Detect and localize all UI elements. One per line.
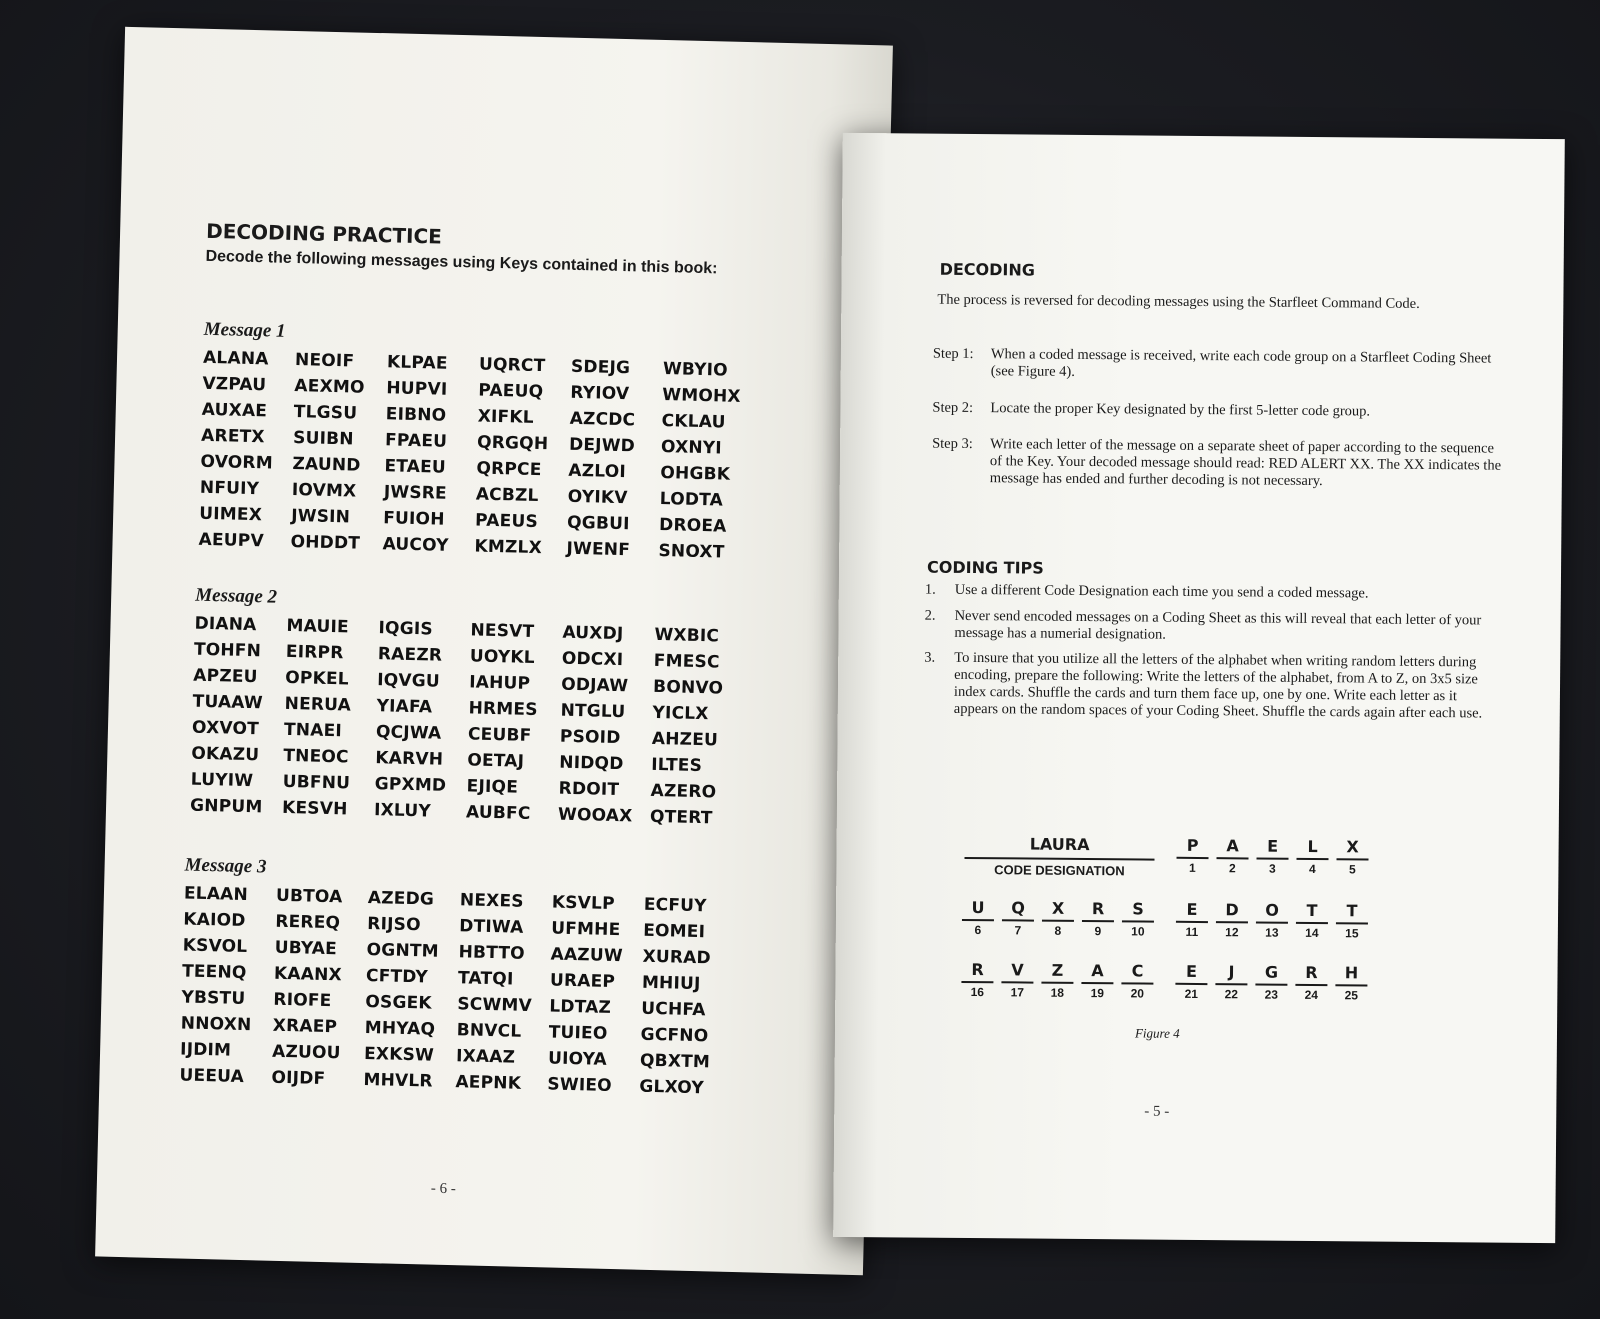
code-group: UOYKL bbox=[469, 646, 536, 668]
code-group: SDEJG bbox=[570, 356, 631, 379]
coding-cell bbox=[999, 960, 1035, 999]
code-group: AZLOI bbox=[568, 460, 627, 483]
code-group: PSOID bbox=[559, 726, 621, 749]
cell-letter: H bbox=[1344, 963, 1359, 983]
cell-rule bbox=[1297, 858, 1329, 860]
code-group: WBYIO bbox=[662, 359, 729, 381]
code-group: UIMEX bbox=[199, 503, 263, 526]
code-group: FMESC bbox=[653, 650, 720, 673]
code-group: BNVCL bbox=[456, 1020, 522, 1042]
cell-letter: A bbox=[1226, 836, 1239, 856]
code-group: GLXOY bbox=[639, 1076, 705, 1099]
code-group: NEXES bbox=[459, 890, 524, 912]
code-group: QBXTM bbox=[639, 1050, 711, 1073]
code-group: KSVLP bbox=[551, 892, 615, 915]
code-group: OETAJ bbox=[467, 750, 525, 772]
cell-rule bbox=[1002, 919, 1034, 921]
coding-cell bbox=[1080, 899, 1116, 938]
cell-rule bbox=[1296, 922, 1328, 924]
page-number: - 6 - bbox=[430, 1180, 457, 1198]
code-group: XIFKL bbox=[477, 406, 535, 428]
cell-letter: E bbox=[1267, 836, 1279, 856]
code-group: YIAFA bbox=[376, 696, 433, 718]
code-group: OHDDT bbox=[290, 532, 361, 554]
page-title: DECODING PRACTICE bbox=[205, 218, 443, 249]
cell-number: 15 bbox=[1345, 926, 1359, 941]
cell-rule bbox=[1121, 982, 1153, 984]
cell-letter: E bbox=[1185, 961, 1198, 981]
code-group: OXVOT bbox=[191, 717, 260, 740]
cell-rule bbox=[1337, 858, 1369, 860]
coding-cell bbox=[1213, 962, 1249, 1001]
code-group: ETAEU bbox=[384, 456, 447, 478]
code-group: NTGLU bbox=[560, 700, 626, 723]
cell-letter: Z bbox=[1051, 960, 1064, 980]
tip-text: Never send encoded messages on a Coding Sheet as this will reveal that each letter of your message has a numerial designation. bbox=[954, 607, 1482, 643]
code-group: KAIOD bbox=[183, 909, 246, 932]
coding-cell bbox=[959, 960, 995, 999]
cell-rule bbox=[962, 919, 994, 921]
coding-cell bbox=[1174, 900, 1210, 939]
code-group: IOVMX bbox=[291, 480, 357, 502]
cell-number: 6 bbox=[974, 923, 982, 938]
cell-rule bbox=[1336, 922, 1368, 924]
coding-cell bbox=[1000, 898, 1036, 937]
code-group: GCFNO bbox=[640, 1024, 709, 1047]
code-designation-caption: CODE DESIGNATION bbox=[994, 862, 1125, 879]
right-page bbox=[833, 133, 1565, 1243]
code-group: EIRPR bbox=[285, 641, 344, 664]
cell-number: 3 bbox=[1269, 861, 1276, 876]
cell-rule bbox=[1215, 983, 1247, 985]
cell-letter: R bbox=[1091, 899, 1105, 919]
figure-caption: Figure 4 bbox=[1134, 1025, 1180, 1041]
code-group: TNAEI bbox=[283, 719, 343, 742]
code-group: SCWMV bbox=[457, 994, 533, 1017]
code-group: UQRCT bbox=[478, 354, 546, 377]
coding-cell bbox=[1079, 961, 1115, 1000]
code-group: IXAAZ bbox=[455, 1046, 516, 1068]
code-group: LODTA bbox=[659, 489, 724, 511]
code-group: AEUPV bbox=[198, 529, 265, 552]
code-group: SNOXT bbox=[658, 540, 725, 563]
cell-letter: R bbox=[971, 960, 984, 980]
message-2-grid bbox=[190, 613, 745, 830]
coding-cell bbox=[1254, 900, 1290, 939]
code-group: NFUIY bbox=[199, 477, 260, 500]
cell-number: 12 bbox=[1225, 925, 1239, 940]
code-group: QTERT bbox=[649, 806, 713, 829]
cell-letter: V bbox=[1011, 960, 1024, 980]
code-group: XRAEP bbox=[272, 1015, 338, 1038]
code-group: HBTTO bbox=[458, 942, 526, 964]
cell-letter: G bbox=[1264, 962, 1279, 982]
code-group: KLPAE bbox=[386, 352, 448, 374]
code-group: LUYIW bbox=[190, 769, 254, 792]
code-group: SUIBN bbox=[292, 428, 354, 450]
tip-number: 2. bbox=[924, 607, 936, 624]
tip-text: To insure that you utilize all the letters of the alphabet when writing random letters during encoding, prepare the following: Write the letters of the alphabet, from A to Z, on 3x5 size index cards. Shuffle the cards and turn them face up, one by one. Write each letter as it appears on the random spaces of your Coding Sheet. Shuffle the cards again after each use. bbox=[953, 649, 1483, 722]
cell-number: 11 bbox=[1185, 924, 1199, 940]
cell-letter: J bbox=[1228, 962, 1235, 982]
code-group: OKAZU bbox=[191, 743, 260, 766]
cell-rule bbox=[1255, 984, 1287, 986]
cell-rule bbox=[1256, 922, 1288, 924]
tips-title: CODING TIPS bbox=[926, 557, 1044, 578]
code-group: CKLAU bbox=[661, 411, 726, 433]
code-group: RDOIT bbox=[558, 778, 620, 801]
code-group: KAANX bbox=[273, 963, 343, 986]
code-group: HUPVI bbox=[386, 378, 448, 400]
code-group: JWENF bbox=[566, 538, 631, 561]
code-group: ACBZL bbox=[475, 484, 539, 507]
cell-number: 1 bbox=[1189, 860, 1196, 875]
step-label: Step 2: bbox=[932, 399, 974, 417]
code-group: AZUOU bbox=[271, 1041, 341, 1064]
code-group: TUAAW bbox=[192, 691, 264, 714]
code-group: QCJWA bbox=[375, 722, 442, 744]
code-group: MHVLR bbox=[363, 1069, 433, 1092]
code-group: RIJSO bbox=[367, 913, 421, 936]
code-group: MAUIE bbox=[286, 615, 350, 638]
code-group: ODCXI bbox=[561, 648, 624, 671]
code-group: CEUBF bbox=[467, 724, 532, 746]
step-text: When a coded message is received, write each code group on a Starfleet Coding Sheet (see Figure 4). bbox=[990, 346, 1492, 380]
cell-letter: P bbox=[1186, 835, 1199, 856]
code-group: AEXMO bbox=[294, 376, 365, 398]
code-group: TATQI bbox=[457, 968, 514, 990]
cell-number: 18 bbox=[1050, 985, 1065, 1000]
code-group: ELAAN bbox=[183, 883, 249, 906]
cell-number: 10 bbox=[1131, 924, 1145, 939]
code-group: UEEUA bbox=[179, 1065, 245, 1088]
cell-letter: X bbox=[1346, 837, 1359, 857]
code-group: HRMES bbox=[468, 698, 538, 721]
message-1-grid bbox=[198, 347, 753, 564]
section-title: DECODING bbox=[939, 259, 1036, 280]
cell-letter: L bbox=[1307, 836, 1318, 857]
coding-cell bbox=[1334, 901, 1370, 940]
code-group: NESVT bbox=[470, 620, 535, 642]
cell-rule bbox=[1082, 920, 1114, 922]
cell-number: 13 bbox=[1265, 925, 1279, 940]
tip-number: 3. bbox=[924, 649, 936, 666]
cell-rule bbox=[1081, 982, 1113, 984]
cell-number: 7 bbox=[1014, 923, 1022, 938]
code-group: PAEUS bbox=[474, 510, 539, 533]
code-group: OIJDF bbox=[271, 1067, 326, 1090]
code-group: KSVOL bbox=[182, 935, 248, 958]
cell-number: 22 bbox=[1224, 987, 1239, 1002]
code-group: IQGIS bbox=[378, 618, 434, 640]
figure-4 bbox=[833, 133, 1565, 1243]
coding-cell bbox=[1214, 900, 1250, 939]
cell-number: 4 bbox=[1309, 861, 1316, 877]
code-group: KMZLX bbox=[474, 536, 543, 559]
code-group: OPKEL bbox=[285, 667, 350, 690]
code-group: GPXMD bbox=[374, 774, 447, 796]
cell-number: 24 bbox=[1304, 987, 1319, 1003]
code-group: FPAEU bbox=[384, 430, 448, 452]
cell-number: 25 bbox=[1344, 988, 1359, 1003]
code-group: LDTAZ bbox=[549, 996, 612, 1018]
code-group: DTIWA bbox=[459, 916, 524, 938]
code-group: AUXAE bbox=[201, 399, 268, 422]
code-group: UIOYA bbox=[547, 1048, 608, 1070]
step-label: Step 1: bbox=[932, 345, 974, 363]
coding-cell bbox=[1333, 963, 1369, 1002]
cell-letter: Q bbox=[1011, 898, 1025, 918]
code-group: AZEDG bbox=[367, 887, 435, 910]
code-group: TUIEO bbox=[548, 1022, 608, 1044]
coding-cell bbox=[1294, 901, 1330, 940]
code-group: AUCOY bbox=[382, 534, 449, 556]
coding-cell bbox=[1119, 961, 1155, 1000]
code-group: EIBNO bbox=[385, 404, 447, 426]
code-group: UBFNU bbox=[282, 771, 351, 794]
cell-rule bbox=[1295, 984, 1327, 986]
code-group: WXBIC bbox=[654, 624, 720, 647]
code-group: OGNTM bbox=[366, 939, 440, 962]
tip-number: 1. bbox=[924, 581, 936, 598]
code-group: QRPCE bbox=[476, 458, 542, 481]
code-group: EJIQE bbox=[466, 776, 519, 798]
cell-rule bbox=[1175, 983, 1207, 985]
code-group: UBYAE bbox=[274, 937, 338, 960]
coding-cell bbox=[1293, 963, 1329, 1002]
coding-cell bbox=[1214, 836, 1250, 875]
code-group: GNPUM bbox=[189, 795, 263, 818]
code-group: ALANA bbox=[202, 347, 269, 370]
code-group: RAEZR bbox=[377, 644, 443, 666]
code-group: KESVH bbox=[281, 797, 348, 820]
cell-number: 19 bbox=[1090, 986, 1105, 1001]
step-label: Step 3: bbox=[932, 435, 973, 453]
code-group: ILTES bbox=[651, 754, 703, 777]
code-group: DIANA bbox=[194, 613, 257, 636]
code-group: ZAUND bbox=[292, 454, 361, 476]
code-group: OHGBK bbox=[660, 463, 731, 485]
code-group: AEPNK bbox=[455, 1072, 522, 1094]
code-group: JWSRE bbox=[383, 482, 448, 504]
code-group: UCHFA bbox=[641, 998, 706, 1021]
cell-number: 8 bbox=[1054, 923, 1062, 938]
code-group: NERUA bbox=[284, 693, 352, 716]
cell-letter: T bbox=[1306, 900, 1318, 921]
code-group: OXNYI bbox=[660, 437, 723, 459]
code-group: UBTOA bbox=[275, 885, 343, 908]
code-group: OSGEK bbox=[365, 991, 433, 1014]
coding-cell bbox=[1120, 899, 1156, 938]
cell-letter: T bbox=[1346, 901, 1358, 921]
code-group: AUXDJ bbox=[562, 622, 624, 645]
code-group: TEENQ bbox=[181, 961, 247, 984]
coding-cell bbox=[1253, 962, 1289, 1001]
message-3-label: Message 3 bbox=[184, 854, 267, 878]
code-group: AZERO bbox=[650, 780, 717, 803]
code-group: PAEUQ bbox=[478, 380, 544, 403]
cell-letter: C bbox=[1131, 961, 1144, 981]
page-subtitle: Decode the following messages using Keys contained in this book: bbox=[205, 247, 718, 278]
coding-cell bbox=[1174, 836, 1210, 875]
coding-cell bbox=[960, 898, 996, 937]
code-group: IXLUY bbox=[373, 800, 432, 822]
code-group: UFMHE bbox=[550, 918, 621, 941]
code-group: SWIEO bbox=[547, 1074, 613, 1097]
code-group: WMOHX bbox=[662, 385, 741, 407]
coding-cell bbox=[1334, 837, 1370, 876]
code-group: OVORM bbox=[200, 451, 274, 474]
coding-cell bbox=[1039, 961, 1075, 1000]
code-group: NNOXN bbox=[180, 1013, 252, 1036]
code-group: YBSTU bbox=[181, 987, 246, 1010]
code-group: REREQ bbox=[275, 911, 341, 934]
code-group: TOHFN bbox=[193, 639, 262, 662]
page-number: - 5 - bbox=[1144, 1103, 1170, 1120]
cell-number: 21 bbox=[1184, 986, 1199, 1002]
cell-letter: E bbox=[1186, 899, 1198, 919]
cell-letter: A bbox=[1091, 961, 1104, 981]
cell-rule bbox=[1042, 920, 1074, 922]
code-group: BONVO bbox=[652, 676, 724, 699]
code-group: QRGQH bbox=[476, 432, 549, 455]
code-group: DEJWD bbox=[568, 434, 636, 457]
cell-rule bbox=[1041, 982, 1073, 984]
code-group: KARVH bbox=[375, 748, 444, 770]
cell-rule bbox=[1335, 984, 1367, 986]
cell-number: 5 bbox=[1349, 862, 1356, 877]
cell-number: 2 bbox=[1229, 861, 1236, 876]
coding-cell bbox=[1294, 837, 1330, 876]
code-group: AUBFC bbox=[465, 802, 531, 824]
code-group: AZCDC bbox=[569, 408, 636, 431]
code-group: CFTDY bbox=[365, 965, 429, 988]
cell-number: 9 bbox=[1094, 924, 1102, 939]
coding-cell bbox=[1040, 899, 1076, 938]
cell-rule bbox=[1001, 981, 1033, 983]
code-group: TLGSU bbox=[293, 402, 358, 424]
cell-number: 20 bbox=[1130, 986, 1145, 1001]
cell-rule bbox=[1176, 921, 1208, 923]
code-group: NIDQD bbox=[559, 752, 624, 775]
cell-letter: R bbox=[1305, 962, 1318, 983]
message-2-label: Message 2 bbox=[195, 584, 278, 608]
code-group: YICLX bbox=[652, 702, 709, 725]
message-1-label: Message 1 bbox=[203, 318, 286, 342]
code-group: EOMEI bbox=[642, 920, 706, 943]
code-group: NEOIF bbox=[294, 350, 355, 372]
code-group: EXKSW bbox=[363, 1043, 435, 1066]
cell-letter: D bbox=[1225, 900, 1239, 920]
code-group: IJDIM bbox=[179, 1039, 232, 1061]
intro-text: The process is reversed for decoding messages using the Starfleet Command Code. bbox=[937, 291, 1420, 312]
code-group: FUIOH bbox=[382, 508, 445, 530]
code-group: MHYAQ bbox=[364, 1017, 436, 1040]
cell-number: 14 bbox=[1305, 925, 1319, 941]
cell-rule bbox=[1177, 857, 1209, 859]
code-designation-rule bbox=[964, 857, 1154, 861]
code-group: URAEP bbox=[549, 970, 616, 993]
cell-letter: X bbox=[1051, 898, 1065, 918]
code-group: MHIUJ bbox=[641, 972, 701, 995]
left-page bbox=[95, 27, 893, 1275]
tip-text: Use a different Code Designation each time you send a coded message. bbox=[954, 581, 1369, 602]
cell-rule bbox=[1216, 921, 1248, 923]
cell-rule bbox=[1257, 858, 1289, 860]
code-group: VZPAU bbox=[202, 373, 267, 396]
code-group: APZEU bbox=[193, 665, 258, 688]
code-group: ODJAW bbox=[560, 674, 629, 697]
cell-number: 16 bbox=[970, 985, 985, 1000]
code-group: AHZEU bbox=[651, 728, 719, 751]
code-group: ARETX bbox=[200, 425, 265, 448]
step-text: Write each letter of the message on a separate sheet of paper according to the sequence of the Key. Your decoded message should read: RED ALERT XX. The XX indicates the message has ended and further decoding is not necessary. bbox=[989, 436, 1502, 490]
code-group: RIOFE bbox=[273, 989, 332, 1012]
cell-rule bbox=[961, 981, 993, 983]
code-group: IAHUP bbox=[468, 672, 531, 694]
code-group: XURAD bbox=[642, 946, 712, 969]
code-designation-name: LAURA bbox=[1029, 834, 1090, 855]
step-text: Locate the proper Key designated by the first 5-letter code group. bbox=[990, 400, 1371, 420]
message-3-grid bbox=[179, 883, 734, 1100]
cell-rule bbox=[1217, 857, 1249, 859]
cell-number: 17 bbox=[1010, 985, 1025, 1000]
cell-number: 23 bbox=[1264, 987, 1279, 1002]
code-group: DROEA bbox=[658, 514, 727, 537]
code-group: ECFUY bbox=[643, 894, 707, 917]
cell-letter: S bbox=[1132, 899, 1144, 919]
code-group: RYIOV bbox=[570, 382, 630, 405]
coding-cell bbox=[1254, 836, 1290, 875]
cell-letter: O bbox=[1265, 900, 1279, 920]
code-group: AAZUW bbox=[550, 944, 624, 967]
code-group: JWSIN bbox=[290, 506, 351, 528]
code-group: IQVGU bbox=[377, 670, 441, 692]
code-group: QGBUI bbox=[566, 512, 630, 535]
code-group: TNEOC bbox=[283, 745, 349, 768]
code-group: OYIKV bbox=[567, 486, 628, 509]
coding-cell bbox=[1173, 962, 1209, 1001]
cell-letter: U bbox=[971, 898, 985, 918]
cell-rule bbox=[1122, 920, 1154, 922]
code-group: WOOAX bbox=[557, 804, 633, 827]
